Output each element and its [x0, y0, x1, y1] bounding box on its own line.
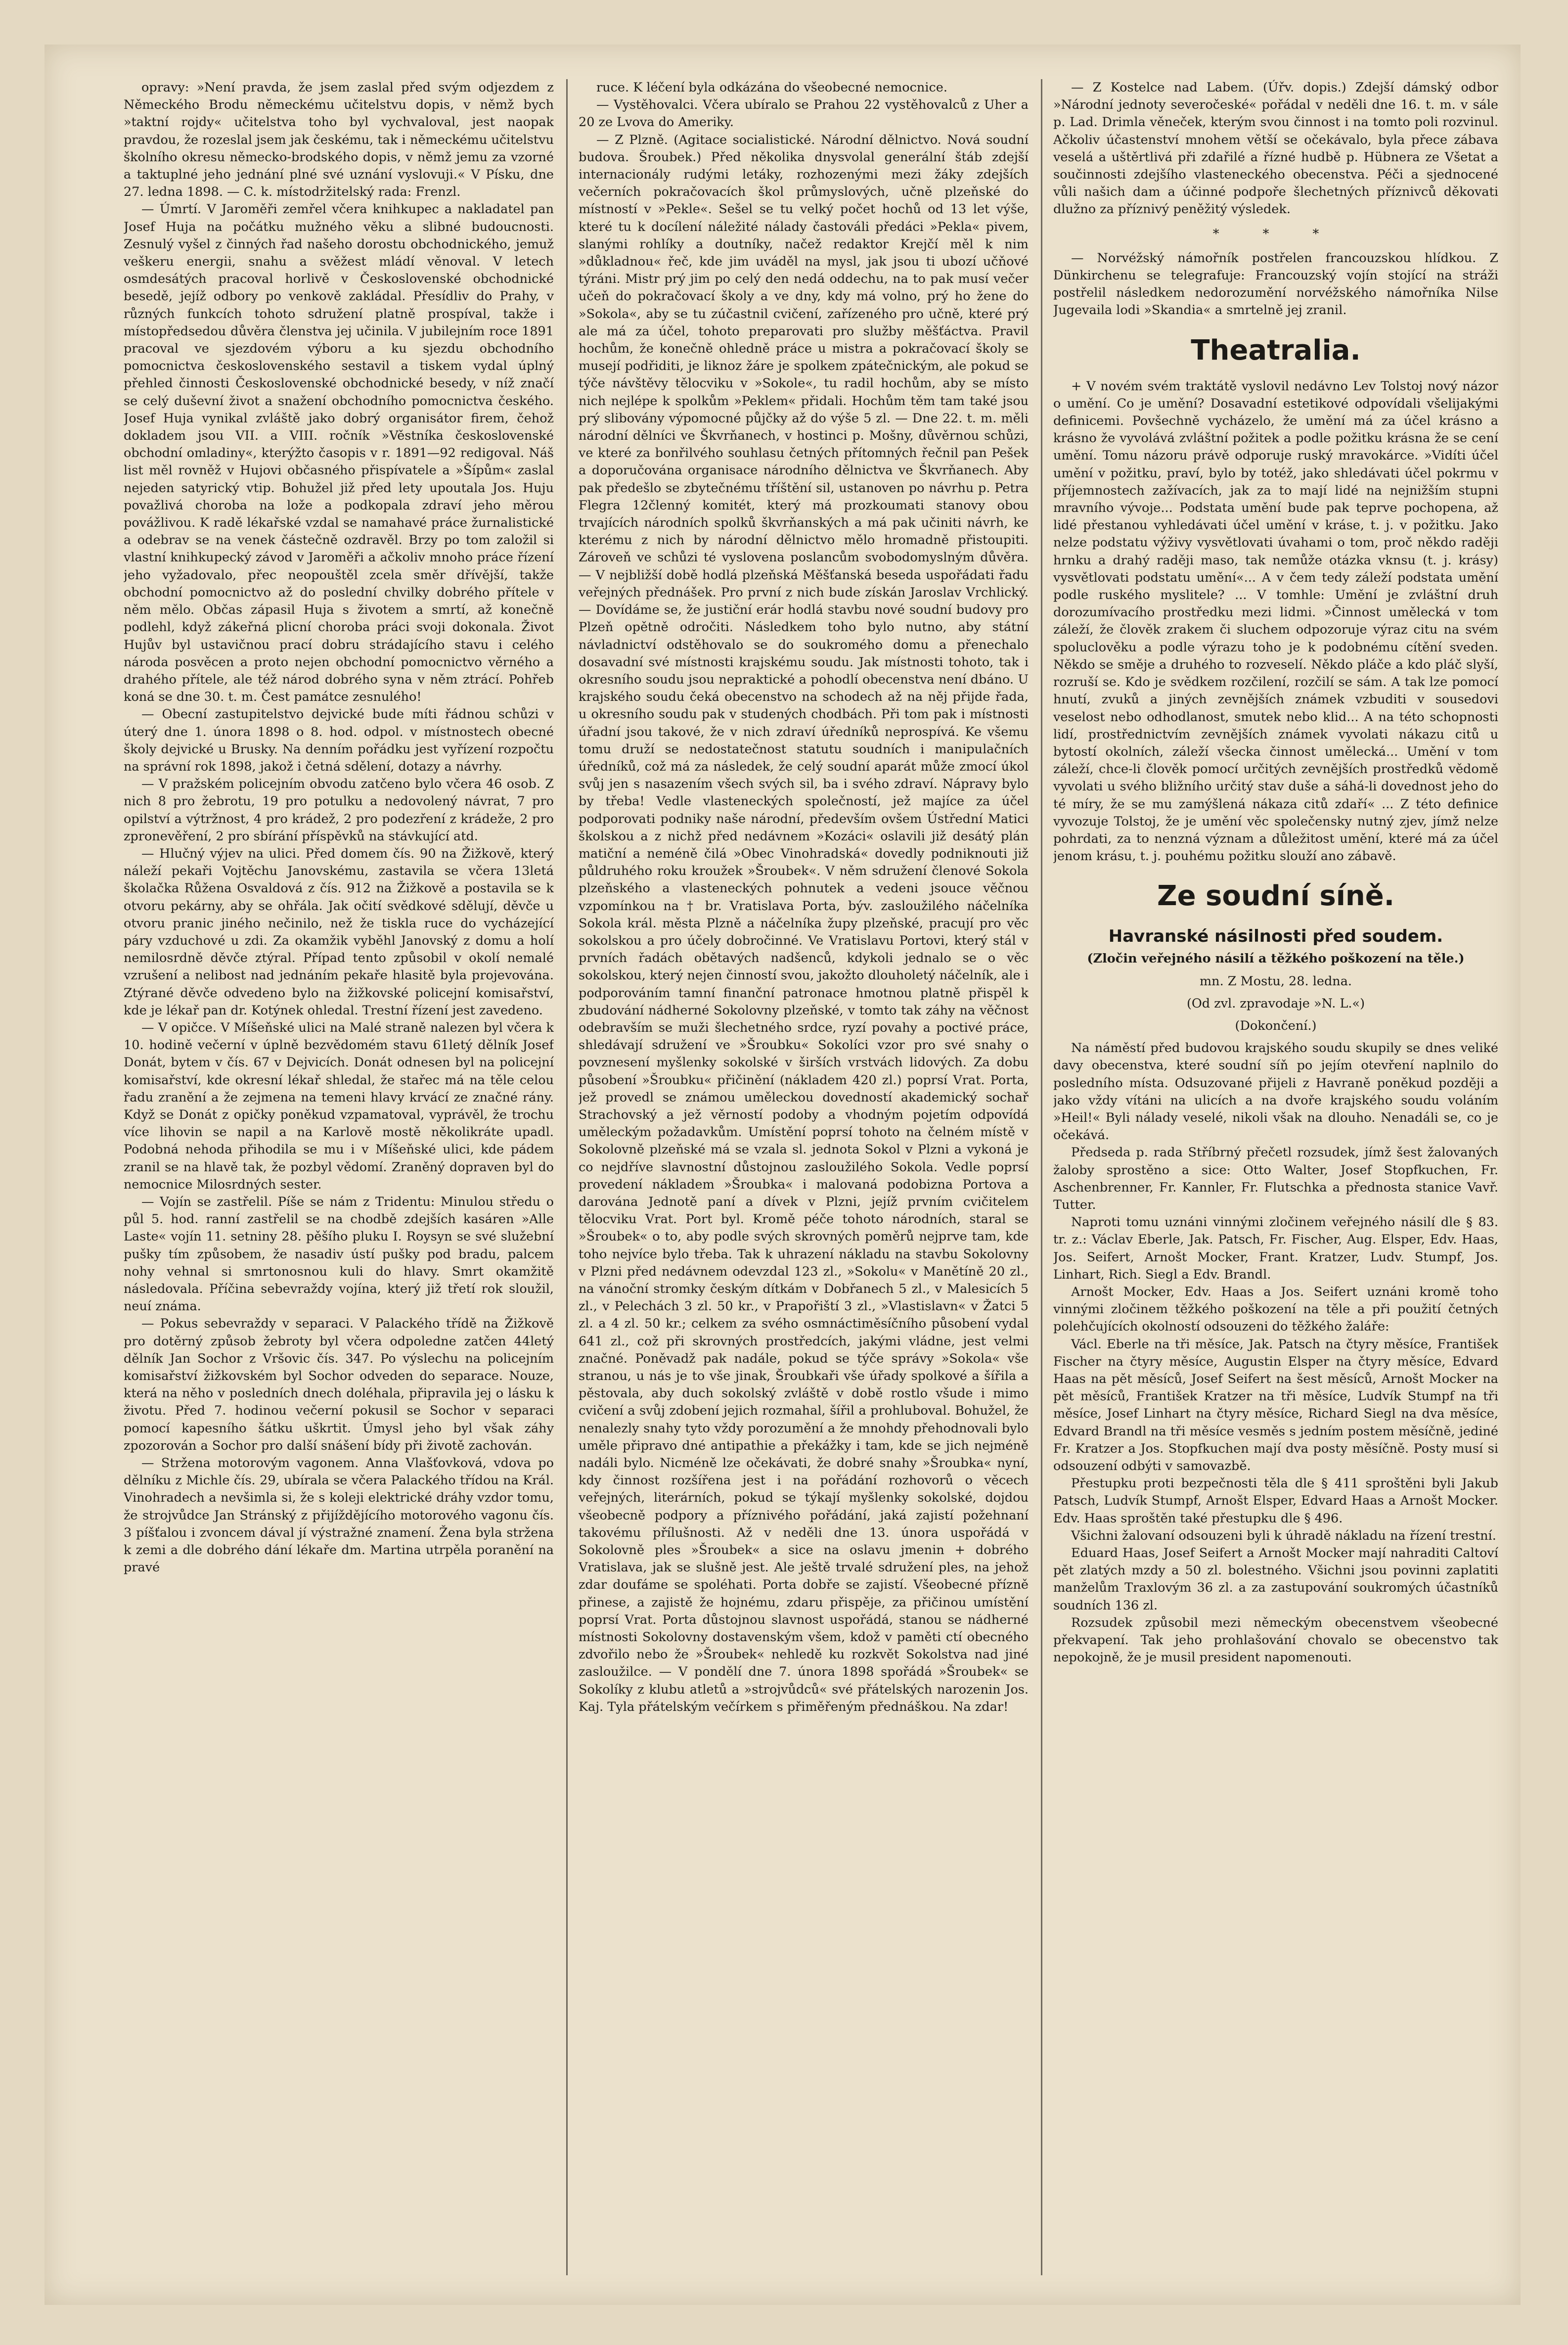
article-paragraph: Na náměstí před budovou krajského soudu skupily se dnes veliké davy obecenstva, které soudní síň po jejím otevření naplnilo do posledního místa. Odsuzované přijeli z Havraně poněkud později a jako vždy vítáni na ulicích a na dvoře krajského soudu voláním »Heil!« Byli nálady veselé, nikoli však na dlouho. Nenadáli se, co je očekává. [1053, 1041, 1498, 1143]
dateline: (Od zvl. zpravodaje »N. L.«) [1186, 996, 1365, 1011]
column-rule [1041, 79, 1042, 2275]
article-subheadline: (Zločin veřejného násilí a těžkého poškození na těle.) [1087, 951, 1465, 966]
column-2 [579, 79, 1029, 2275]
article-paragraph: Přestupku proti bezpečnosti těla dle § 411 sproštěni byli Jakub Patsch, Ludvík Stumpf, Arnošt Elsper, Edvard Haas a Arnošt Mocker. Edv. Haas sproštěn také přestupku dle § 496. [1053, 1476, 1498, 1526]
newspaper-page [45, 45, 1521, 2305]
article-paragraph: Naproti tomu uznáni vinnými zločinem veřejného násilí dle § 83. tr. z.: Václav Eberle, Jak. Patsch, Fr. Fischer, Aug. Elsper, Edv. Haas, Jos. Seifert, Arnošt Mocker, Frant. Kratzer, Ludv. Stumpf, Jos. Linhart, Rich. Siegl a Edv. Brandl. [1053, 1215, 1498, 1282]
article-paragraph: — V pražském policejním obvodu zatčeno bylo včera 46 osob. Z nich 8 pro žebrotu, 19 pro potulku a nedovolený návrat, 7 pro opilství a výtržnost, 4 pro krádež, 2 pro podezření z krádeže, 2 pro zpronevěření, 2 pro sbírání příspěvků na stávkující atd. [124, 777, 554, 844]
article-paragraph: — Hlučný výjev na ulici. Před domem čís. 90 na Žižkově, který náleží pekaři Vojtěchu Janovskému, zastavila se včera 13letá školačka Růžena Osvaldová z čís. 912 na Žižkově a postavila se k otvoru pekárny, aby se ohřála. Jak očití svědkové sdělují, děvče u otvoru pranic jiného nečinilo, než že tiskla ruce do vycházející páry vzduchové u zdi. Za okamžik vyběhl Janovský z domu a holí nemilosrdně děvče ztýral. Případ tento způsobil v okolí nemalé vzrušení a nelibost nad jednáním pekaře hlasitě byla projevována. Ztýrané děvče odvedeno bylo na žižkovské policejní komisařství, kde je lékař pan dr. Kotýnek ohledal. Trestní řízení jest zavedeno. [124, 846, 554, 1018]
article-paragraph: Všichni žalovaní odsouzeni byli k úhradě nákladu na řízení trestní. [1071, 1528, 1496, 1543]
article-paragraph: Arnošt Mocker, Edv. Haas a Jos. Seifert uznáni kromě toho vinnými zločinem těžkého poškození na těle a při použití četných polehčujících okolností odsouzeni do těžkého žaláře: [1053, 1284, 1498, 1334]
article-paragraph: Eduard Haas, Josef Seifert a Arnošt Mocker mají nahraditi Caltoví pět zlatých mzdy a 50 zl. bolestného. Všichni jsou povinni zaplatiti manželům Traxlovým 36 zl. a za zastupování soukromých účastníků soudních 136 zl. [1053, 1546, 1498, 1613]
article-paragraph: — Úmrtí. V Jaroměři zemřel včera knihkupec a nakladatel pan Josef Huja na počátku mužného věku a slibné budoucnosti. Zesnulý vyšel z činných řad našeho dorostu obchodnického, jemuž veškeru energii, snahu a svěžest mládí věnoval. V letech osmdesátých pracoval horlivě v Československé obchodnické besedě, jejíž odbory po venkově zakládal. Přesídliv do Prahy, v různých funkcích tohoto sdružení platně prospíval, takže i místopředsedou důvěra členstva jej učinila. V jubilejním roce 1891 pracoval ve sjezdovém výboru a ku sjezdu obchodního pomocnictva československého sestavil a tiskem vydal úplný přehled činnosti Československé obchodnické besedy, v níž značí se celý duševní život a snažení obchodního pomocnictva českého. Josef Huja vynikal zvláště jako dobrý organisátor firem, čehož dokladem jsou VII. a VIII. ročník »Věstníka československé obchodní omladiny«, kterýžto časopis v r. 1891—92 redigoval. Náš list měl rovněž v Hujovi občasného přispívatele a »Šípům« zaslal nejeden satyrický vtip. Bohužel již před lety upoutala Jos. Huju považlivá choroba na lože a podkopala zdraví jeho měrou povážlivou. K radě lékařské vzdal se namahavé práce žurnalistické a odebrav se na venek částečně ozdravěl. Brzy po tom založil si vlastní knihkupecký závod v Jaroměři a ačkoliv mnoho práce řízení jeho vyžadovalo, přec neopouštěl zcela směr dřívější, takže obchodní pomocnictvo až do poslední chvilky dobrého přítele v něm mělo. Občas zápasil Huja s životem a smrtí, až konečně podlehl, když zákeřná plicní choroba práci svoji dokonala. Život Hujův byl ustavičnou prací dobru strádajícího stavu i celého národa posvěcen a proto nejen obchodní pomocnictvo věrného a drahého přítele, ale též národ dobrého syna v něm ztrácí. Pohřeb koná se dne 30. t. m. Čest památce zesnulého! [124, 202, 554, 705]
article-paragraph: — Obecní zastupitelstvo dejvické bude míti řádnou schůzi v úterý dne 1. února 1898 o 8. hod. odpol. v místnostech obecné školy dejvické u Brusky. Na denním pořádku jest vyřízení rozpočtu na správní rok 1898, jakož i četná sdělení, dotazy a návrhy. [124, 707, 554, 774]
article-paragraph: — Pokus sebevraždy v separaci. V Palackého třídě na Žižkově pro dotěrný způsob žebroty byl včera odpoledne zatčen 44letý dělník Jan Sochor z Vršovic čís. 347. Po výslechu na policejním komisařství žižkovském byl Sochor odveden do separace. Nouze, která na něho v posledních dnech doléhala, připravila jej o lásku k životu. Před 7. hodinou večerní pokusil se Sochor v separaci pomocí kapesního šátku uškrtit. Úmysl jeho byl však záhy zpozorován a Sochor pro další snášení bídy při životě zachován. [124, 1316, 554, 1453]
article-paragraph: + V novém svém traktátě vyslovil nedávno Lev Tolstoj nový názor o umění. Co je umění? Dosavadní estetikové odpovídali všelijakými definicemi. Povšechně vycházelo, že umění má za účel krásno a krásno že vyvolává zvláštní požitek a podle požitku krásna že se cení umění. Tomu názoru právě odporuje ruský mravokárce. »Vidíti účel umění v požitku, praví, bylo by totéž, jako shledávati účel pokrmu v příjemnostech zažívacích, jak za to mají lidé na nejnižším stupni mravního vývoje... Podstata umění bude pak teprve pochopena, až lidé přestanou vyhledávati účel umění v kráse, t. j. v požitku. Jako nelze podstatu výživy vysvětlovati úvahami o tom, proč někdo raději hrnku a drahý raději maso, tak nemůže otázka vknsu (t. j. krásy) vysvětlovati podstatu umění«... A v čem tedy záleží podstata umění podle ruského myslitele? ... V tomhle: Umění je zvláštní druh dorozumívacího prostředku mezi lidmi. »Činnost umělecká v tom záleží, že člověk zrakem či sluchem odpozoruje výraz citu na svém spoluclověku a podle výrazu toho je k podobnému cítění sveden. Někdo se směje a druhého to rozveselí. Někdo pláče a kdo pláč slyší, rozruší se. Kdo je svědkem rozčilení, rozčilí se sám. A tak lze pomocí hnutí, zvuků a jiných zevnějších známek vzbuditi v sousedovi veselost nebo odhodlanost, smutek nebo klid... A na této schopnosti lidí, prostřednictvím zevnějších známek vyvolati nákazu citů u bytostí okolních, záleží všecka činnost umělecká... Umění v tom záleží, chce-li člověk pomocí určitých zevnějších prostředků vědomě vyvolati u svého bližního určitý stav duše a sáhá-li dovednost jeho do té míry, že se mu zamýšlená nákaza citů zdaří« ... Z této definice vyvozuje Tolstoj, že je umění věc společensky nutný zjev, jímž nelze pohrdati, za to nenzná význam a důležitost umění, které má za účel jenom krásu, t. j. pouhému požitku slouží ano zábavě. [1053, 378, 1498, 864]
article-paragraph: — Vystěhovalci. Včera ubíralo se Prahou 22 vystěhovalců z Uher a 20 ze Lvova do Ameriky. [579, 97, 1029, 130]
dateline: mn. Z Mostu, 28. ledna. [1199, 973, 1352, 989]
column-3 [1053, 79, 1498, 2275]
article-paragraph: Předseda p. rada Stříbrný přečetl rozsudek, jímž šest žalovaných žaloby sprostěno a sice: Otto Walter, Josef Stopfkuchen, Fr. Aschenbrenner, Fr. Kannler, Fr. Flutschka a přednosta stanice Vavř. Tutter. [1053, 1145, 1498, 1212]
article-headline: Havranské násilnosti před soudem. [1108, 926, 1443, 947]
article-paragraph: — Z Kostelce nad Labem. (Úřv. dopis.) Zdejší dámský odbor »Národní jednoty severočeské« pořádal v neděli dne 16. t. m. v sále p. Lad. Drimla věneček, kterým svou činnost i na tomto poli rozvinul. Ačkoliv účastenství mnohem větší se očekávalo, byla přece zábava veselá a uštěrtlivá při zdařilé a řízné hudbě p. Hübnera ze Všetat a součinnosti zdejšího vlasteneckého obecenstva. Péči a sjednocené vůli našich dam a účinné podpoře šlechetných příznivců děkovati dlužno za příznivý peněžitý výsledek. [1053, 80, 1498, 217]
article-paragraph: — Stržena motorovým vagonem. Anna Vlašťovková, vdova po dělníku z Michle čís. 29, ubírala se včera Palackého třídou na Král. Vinohradech a nevšimla si, že s koleji elektrické dráhy vzdor tomu, že strojvůdce Jan Stránský z přijíždějícího motorového vagonu čís. 3 píšťalou i zvoncem dával jí výstražné znamení. Žena byla stržena k zemi a dle dobrého dání lékaře dm. Martina utrpěla poranění na pravé [124, 1456, 554, 1575]
article-paragraph: Václ. Eberle na tři měsíce, Jak. Patsch na čtyry měsíce, František Fischer na čtyry měsíce, Augustin Elsper na čtyry měsíce, Edvard Haas na pět měsíců, Josef Seifert na šest měsíců, Arnošt Mocker na pět měsíců, František Kratzer na tři měsíce, Ludvík Stumpf na tři měsíce, Josef Linhart na čtyry měsíce, Richard Siegl na dva měsíce, Edvard Brandl na tři měsíce vesměs s jedním postem měsíčně, jediné Fr. Kratzer a Jos. Stopfkuchen mají dva posty měsíčně. Posty musí si odsouzení odbýti v samovazbě. [1053, 1336, 1498, 1474]
column-1 [124, 79, 554, 2275]
article-paragraph: opravy: »Není pravda, že jsem zaslal před svým odjezdem z Německého Brodu německému učitelstvu dopis, v němž bych »taktní rojdy« učitelstva toho byl vychvaloval, jest naopak pravdou, že rozeslal jsem jak českému, tak i německému učitelstvu školního okresu německo-brodského dopis, v němž jemu za vzorné a taktuplné jeho jednání plné své uznání vyslovuji.« V Písku, dne 27. ledna 1898. — C. k. místodržitelský rada: Frenzl. [124, 80, 554, 200]
dateline: (Dokončení.) [1235, 1018, 1317, 1033]
separator-stars: * * * [1212, 226, 1339, 241]
article-paragraph: — Vojín se zastřelil. Píše se nám z Tridentu: Minulou středu o půl 5. hod. ranní zastřelil se na chodbě zdejších kasáren »Alle Laste« vojín 11. setniny 28. pěšího pluku I. Roysyn se své služební pušky tím způsobem, že nasadiv ústí pušky pod bradu, palcem nohy vehnal si smrtonosnou kuli do hlavy. Smrt okamžitě následovala. Příčina sebevraždy vojína, který již třetí rok sloužil, neuí známa. [124, 1195, 554, 1314]
article-paragraph: — V opičce. V Míšeňské ulici na Malé straně nalezen byl včera k 10. hodině večerní v úplně bezvědomém stavu 61letý dělník Josef Donát, bytem v čís. 67 v Dejvicích. Donát odnesen byl na policejní komisařství, kde okresní lékař shledal, že stařec má na těle celou řadu zranění a že zejmena na temeni hlavy krvácí ze značné rány. Když se Donát z opičky poněkud vzpamatoval, vyprávěl, že trochu více lihovin se napil a na Karlově mostě několikráte upadl. Podobná nehoda přihodila se mu i v Míšeňské ulici, kde pádem zranil se na hlavě tak, že pozbyl vědomí. Zraněný dopraven byl do nemocnice Milosrdných sester. [124, 1020, 554, 1192]
section-title: Theatralia. [1191, 334, 1361, 367]
article-paragraph: Rozsudek způsobil mezi německým obecenstvem všeobecné překvapení. Tak jeho prohlašování chovalo se obecenstvo tak nepokojně, že je musil president napomenouti. [1053, 1615, 1498, 1665]
article-paragraph: ruce. K léčení byla odkázána do všeobecné nemocnice. [596, 80, 947, 95]
article-paragraph: — Norvéžský námořník postřelen francouzskou hlídkou. Z Dünkirchenu se telegrafuje: Francouzský vojín stojící na stráži postřelil následkem nedorozumění norvéžského námořníka Nilse Jugevaila lodi »Skandia« a smrtelně jej zranil. [1053, 250, 1498, 318]
column-rule [566, 79, 568, 2275]
section-title: Ze soudní síně. [1157, 880, 1395, 913]
article-paragraph: — Z Plzně. (Agitace socialistické. Národní dělnictvo. Nová soudní budova. Šroubek.) Před několika dnysvolal generální štáb zdejší internacionály rudými letáky, rozhozenými mezi žáky zdejších večerních pokračovacích škol průmyslových, učně plzeňské do místností v »Pekle«. Sešel se tu velký počet hochů od 13 let výše, které tu k docílení náležité nálady častováli předáci »Pekla« pivem, slanými rohlíky a doutníky, načež redaktor Krejčí měl k nim »důkladnou« řeč, kde jim uváděl na mysl, jak jsou ti ubozí učňové týráni. Mistr prý jim po celý den nedá oddechu, na to pak musí večer učeň do pokračovací školy a ve dny, kdy má volno, prý ho žene do »Sokola«, aby se tu zúčastnil cvičení, zařízeného pro učně, které prý ale má za účel, tohoto preparovati pro služby měšťáctva. Pravil hochům, že konečně ohledně práce u mistra a pokračovací školy se musejí podřiditi, je liknoz žáre je spolkem zpátečnickým, ale pokud se týče návštěvy tělocviku v »Sokole«, tu radil hochům, aby se místo nich nejlépe k spolkům »Peklem« přidali. Hochům těm tam také jsou prý slibovány výpomocné půjčky až do výše 5 zl. — Dne 22. t. m. měli národní dělníci ve Škvrňanech, v hostinci p. Mošny, důvěrnou schůzi, ve které za bonřilvého souhlasu četných přítomných řečnil pan Pešek a doporučována organisace národního dělnictva ve Škvrňanech. Aby pak předešlo se zbytečnému tříštění sil, ustanoven po návrhu p. Petra Flegra 12členný komitét, který má prozkoumati stanovy obou trvajících národních spolků škvrňanských a má pak učiniti návrh, ke kterému z nich by národní dělnictvo mělo hromadně přistoupiti. Zároveň ve schůzi té vyslovena poslancům svobodomyslným důvěra. — V nejbližší době hodlá plzeňská Měšťanská beseda uspořádati řadu veřejných přednášek. Pro první z nich bude získán Jaroslav Vrchlický. — Dovídáme se, že justiční erár hodlá stavbu nové soudní budovy pro Plzeň opětně odročiti. Následkem toho bylo nutno, aby státní návladnictví odstěhovalo se do soukromého domu a přenechalo dosavadní své místnosti krajskému soudu. Jak místnosti tohoto, tak i okresního soudu jsou nepraktické a pohodlí obecenstva není dbáno. U krajského soudu čeká obecenstvo na schodech až na něj přijde řada, u okresního soudu pak v studených chodbách. Při tom pak i místnosti úřadní jsou takové, že v nich zdraví úředníků neprospívá. Ke všemu tomu druží se nedostatečnost statutu soudních i manipulačních úředníků, což má za následek, že celý soudní aparát může zmocí úkol svůj jen s nasazením všech svých sil, ba i svého zdraví. Nápravy bylo by třeba! Vedle vlasteneckých společností, jež majíce za účel podporovati podniky naše národní, především ovšem Ústřední Matici školskou a z nichž před nedávnem »Kozáci« oslavili již desátý plán matiční a neméně čilá »Obec Vinohradská« dovedly podniknouti již půldruhého roku kroužek »Šroubek«. V něm sdružení členové Sokola plzeňského a vlasteneckých pohnutek a vedeni jsouce věčnou vzpomínkou na † br. Vratislava Porta, býv. zasloužilého náčelníka Sokola král. města Plzně a náčelníka župy plzeňské, pracují pro věc sokolskou a pro účely dobročinné. Ve Vratislavu Portovi, který stál v prvních řadách obětavých nadšenců, kdykoli jednalo se o věc sokolskou, který nejen činností svou, jakožto dlouholetý náčelník, ale i podporováním tamní finanční patronace hmotnou platně přispěl k zbudování nádherné Sokolovny plzeňské, v tomto tak záhy na věčnost odebravším se muži šlechetného srdce, ryzí povahy a poctivé práce, shledávají sdružení ve »Šroubku« Sokolíci vzor pro své snahy o povznesení myšlenky sokolské v širších vrstvách lidových. Za dobu působení »Šroubku« přičinění (nákladem 420 zl.) poprsí Vrat. Porta, jež provedl se známou uměleckou dovedností akademický sochař Strachovský a jež věrností podoby a vhodným pojetím odpovídá uměleckým požadavkům. Umístění poprsí tohoto na čelném místě v Sokolovně plzeňské má se vzala sl. jednota Sokol v Plzni a vykoná je co nejdříve slavnostní důstojnou zasloužilého Sokola. Vedle poprsí provedení nákladem »Šroubka« i malovaná podobizna Portova a darována Jednotě paní a dívek v Plzni, jejíž prvním cvičitelem tělocviku Vrat. Port byl. Kromě péče tohoto národních, staral se »Šroubek« o to, aby podle svých skrovných poměrů nejprve tam, kde toho nejvíce bylo třeba. Tak k uhrazení nákladu na stavbu Sokolovny v Plzni před nedávnem odevzdal 123 zl., »Sokolu« v Manětíně 20 zl., na vánoční stromky českým dítkám v Dobřanech 5 zl., v Malesicích 5 zl., v Pelechách 3 zl. 50 kr., v Prapořiští 3 zl., »Vlastislavn« v Žatci 5 zl. a 4 zl. 50 kr.; celkem za svého osmnáctiměsíčního působení vydal 641 zl., což při skrovných prostředcích, jakými vládne, jest velmi značné. Poněvadž pak nadále, pokud se týče správy »Sokola« vše stranou, u nás je to vše jinak, Šroubkaři vše úřady spolkové a šířila a pěstovala, aby duch sokolský zvláště v době rostlo všude i mimo cvičení a svůj zdobení jejich rozmahal, šířil a prohluboval. Bohužel, že nenalezly snahy tyto vždy porozumění a že mnohdy přehodnovali bylo uměle připravo dné antipathie a překážky i tam, kde se jich nejméně nadáli bylo. Nicméně lze očekávati, že dobré snahy »Šroubka« nyní, kdy činnost rozšířena jest i na pořádání rozhovorů o věcech veřejných, literárních, pokud se týkají myšlenky sokolské, dojdou všeobecně podpory a příznivého pořádání, jaká zajistí požehnaní takovému přílušnosti. Až v neděli dne 13. února uspořádá v Sokolovně ples »Šroubek« a sice na oslavu jmenin + dobrého Vratislava, jak se slušně jest. Ale ještě trvalé sdružení ples, na jehož zdar doufáme se spoléhati. Porta dobře se zajistí. Všeobecné přízně přinese, a zajistě že hojnému, zdaru přispěje, za přičinou umístění poprsí Vrat. Porta důstojnou slavnost uspořádá, stanou se nádherné místnosti Sokolovny dostavenským všem, kdož v paměti ctí obecného zdvořilo nebo že »Šroubek« nehledě ku rozkvět Sokolstva nad jiné zasloužilce. — V pondělí dne 7. února 1898 spořádá »Šroubek« se Sokolíky z klubu atletů a »strojvůdců« své přátelských narozenin Jos. Kaj. Tyla přátelským večírkem s přiměřeným přednáškou. Na zdar! [579, 132, 1029, 1714]
